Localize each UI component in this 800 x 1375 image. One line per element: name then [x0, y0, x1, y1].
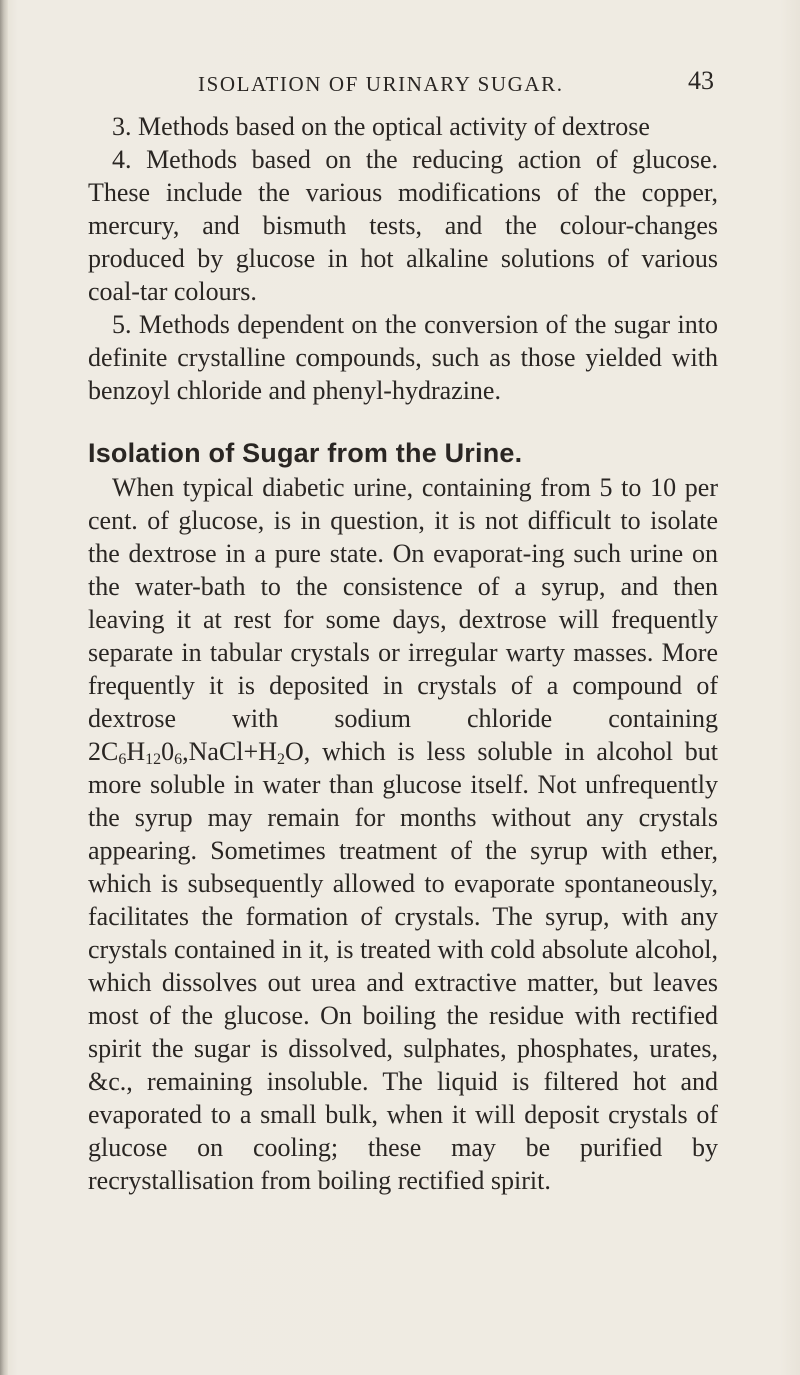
- list-item-5: [88, 308, 718, 407]
- chemical-formula: $2C_6H_{12}0_6,NaCl+H_2O$,: [88, 737, 311, 768]
- list-item-number: 4.: [112, 145, 132, 174]
- section-heading: Isolation of Sugar from the Urine.: [88, 438, 523, 468]
- list-item-number: 5.: [112, 310, 132, 339]
- page-binding-edge: [0, 0, 8, 1375]
- body-text-before-formula: When typical diabetic urine, containing from 5 to 10 per cent. of glucose, is in question, it is not difficult to isolate the dextrose in a pure state. On evaporat-ing such urine on the water-bath to the consistence of a syrup, and then leaving it at rest for some days, dextrose will frequently separate in tabular crystals or irregular warty masses. More frequently it is deposited in crystals of a compound of dextrose with sodium chloride containing: [88, 473, 718, 733]
- list-item-number: 3.: [112, 112, 132, 141]
- page-number: 43: [688, 66, 714, 95]
- list-item-text: Methods dependent on the conversion of the sugar into definite crystalline compounds, such as those yielded with benzoyl chloride and phenyl-hydrazine.: [88, 310, 719, 405]
- running-title: ISOLATION OF URINARY SUGAR.: [198, 72, 564, 96]
- body-text-after-formula: which is less soluble in alcohol but more soluble in water than glucose itself. Not unfrequently the syrup may remain for months without any crystals appearing. Sometimes treatment of the syrup with ether, which is subsequently allowed to evaporate spontaneously, facilitates the formation of crystals. The syrup, with any crystals contained in it, is treated with cold absolute alcohol, which dissolves out urea and extractive matter, but leaves most of the glucose. On boiling the residue with rectified spirit the sugar is dissolved, sulphates, phosphates, urates, &c., remaining insoluble. The liquid is filtered hot and evaporated to a small bulk, when it will deposit crystals of glucose on cooling; these may be purified by recrystallisation from boiling rectified spirit.: [88, 737, 718, 1195]
- list-item-text: Methods based on the optical activity of dextrose: [138, 112, 650, 141]
- running-head: [0, 60, 800, 100]
- list-item-4: [88, 143, 718, 308]
- list-item-3: [88, 110, 718, 143]
- list-item-text: Methods based on the reducing action of glucose. These include the various modifications of the copper, mercury, and bismuth tests, and the colour-changes produced by glucose in hot alkaline solutions of various coal-tar colours.: [88, 145, 719, 306]
- text-block: [88, 110, 718, 1197]
- body-paragraph: [88, 471, 718, 1197]
